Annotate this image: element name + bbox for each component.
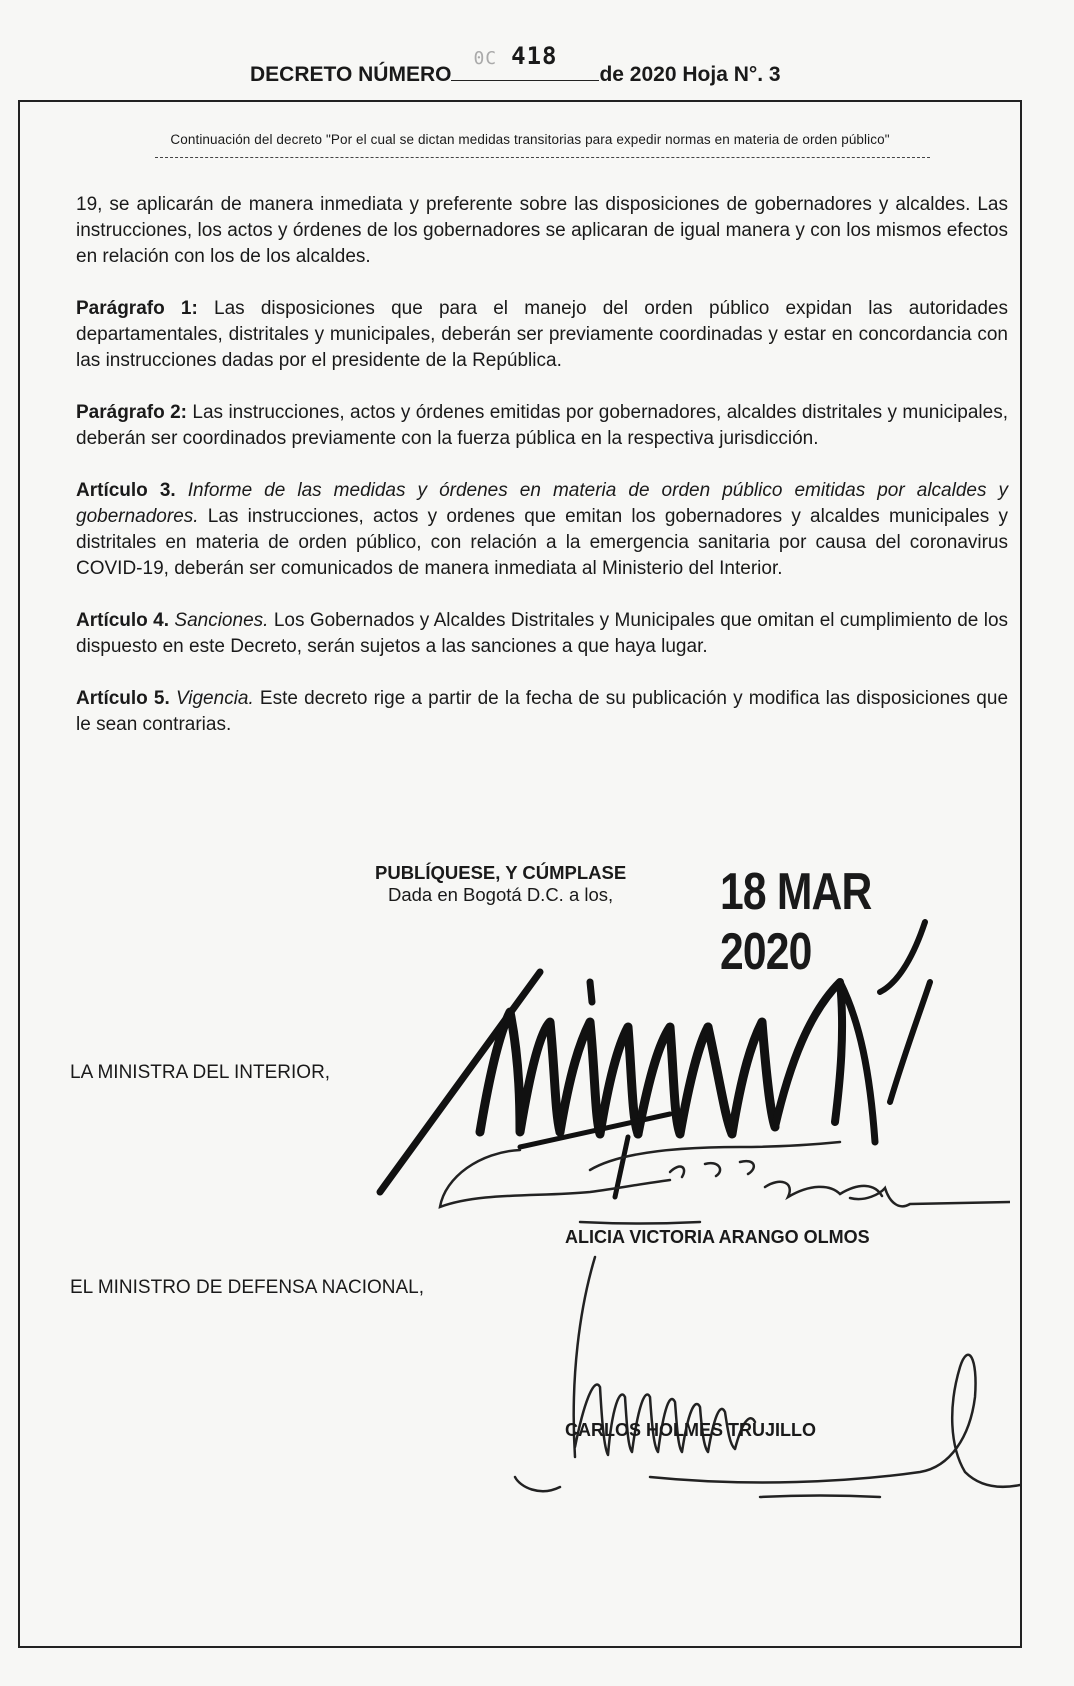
- decree-header: [250, 42, 781, 87]
- dada-line: Dada en Bogotá D.C. a los,: [387, 884, 614, 905]
- article-label: Artículo 3.: [76, 480, 176, 501]
- decree-label: DECRETO NÚMERO: [250, 63, 452, 86]
- article-label: Artículo 5.: [76, 688, 170, 709]
- article-label: Artículo 4.: [76, 610, 170, 631]
- article-title: Sanciones.: [174, 610, 269, 631]
- article-text: Este decreto rige a partir de la fecha de su publicación y modifica las disposiciones que le sean contrarias.: [76, 688, 1009, 735]
- interior-minister-name: ALICIA VICTORIA ARANGO OLMOS: [565, 1227, 870, 1247]
- defense-minister-signature: [500, 1247, 1020, 1507]
- article-text: Las instrucciones, actos y ordenes que emitan los gobernadores y alcaldes municipales y distritales en materia de orden público, con relación a la emergencia sanitaria por causa del coronavirus COVID-19, deberán ser comunicados de manera inmediata al Ministerio del Interior.: [76, 506, 1008, 579]
- paragraph-continuation: [76, 192, 1008, 270]
- articulo-5: [76, 686, 1008, 738]
- decree-page-info: de 2020 Hoja N°. 3: [599, 63, 781, 86]
- continuation-line: Continuación del decreto "Por el cual se dictan medidas transitorias para expedir normas en materia de orden público": [170, 132, 890, 147]
- decree-number-prefix: 0C: [473, 48, 498, 69]
- paragraph-text: 19, se aplicarán de manera inmediata y preferente sobre las disposiciones de gobernadores y alcaldes. Las instrucciones, los actos y órdenes de los gobernadores se aplicaran de igual manera y con los mismos efectos en relación con los de los alcaldes.: [76, 194, 1008, 267]
- paragraph-text: Las instrucciones, actos y órdenes emitidas por gobernadores, alcaldes distritales y municipales, deberán ser coordinados previamente con la fuerza pública en la respectiva jurisdicción.: [76, 402, 1008, 449]
- defense-minister-name: CARLOS HOLMES TRUJILLO: [565, 1420, 816, 1440]
- articulo-3: [76, 478, 1008, 582]
- document-body: [76, 192, 1008, 764]
- interior-minister-label: LA MINISTRA DEL INTERIOR,: [70, 1062, 331, 1083]
- document-frame: [18, 100, 1022, 1648]
- publiquese-line: PUBLÍQUESE, Y CÚMPLASE: [375, 862, 627, 883]
- decree-number-field: [451, 42, 599, 81]
- articulo-4: [76, 608, 1008, 660]
- defense-minister-label: EL MINISTRO DE DEFENSA NACIONAL,: [70, 1277, 425, 1298]
- article-title: Vigencia.: [175, 688, 254, 709]
- paragraph-text: Las disposiciones que para el manejo del orden público expidan las autoridades departamentales, distritales y municipales, deberán ser previamente coordinadas y estar en concordancia con las instrucciones dadas por el presidente de la República.: [76, 298, 1008, 371]
- article-title: Informe de las medidas y órdenes en materia de orden público emitidas por alcaldes y gobernadores.: [76, 480, 1008, 527]
- article-text: Los Gobernados y Alcaldes Distritales y Municipales que omitan el cumplimiento de los dispuesto en este Decreto, serán sujetos a las sanciones a que haya lugar.: [76, 610, 1009, 657]
- decree-number: 418: [511, 42, 558, 70]
- decree-number-stamp: [473, 42, 557, 70]
- paragraph-label: Parágrafo 1:: [76, 298, 198, 319]
- closing-block: [375, 862, 626, 906]
- dashed-separator: [155, 157, 930, 158]
- date-stamp: 18 MAR 2020: [720, 863, 872, 981]
- paragrafo-1: [76, 296, 1008, 374]
- paragraph-label: Parágrafo 2:: [76, 402, 187, 423]
- paragrafo-2: [76, 400, 1008, 452]
